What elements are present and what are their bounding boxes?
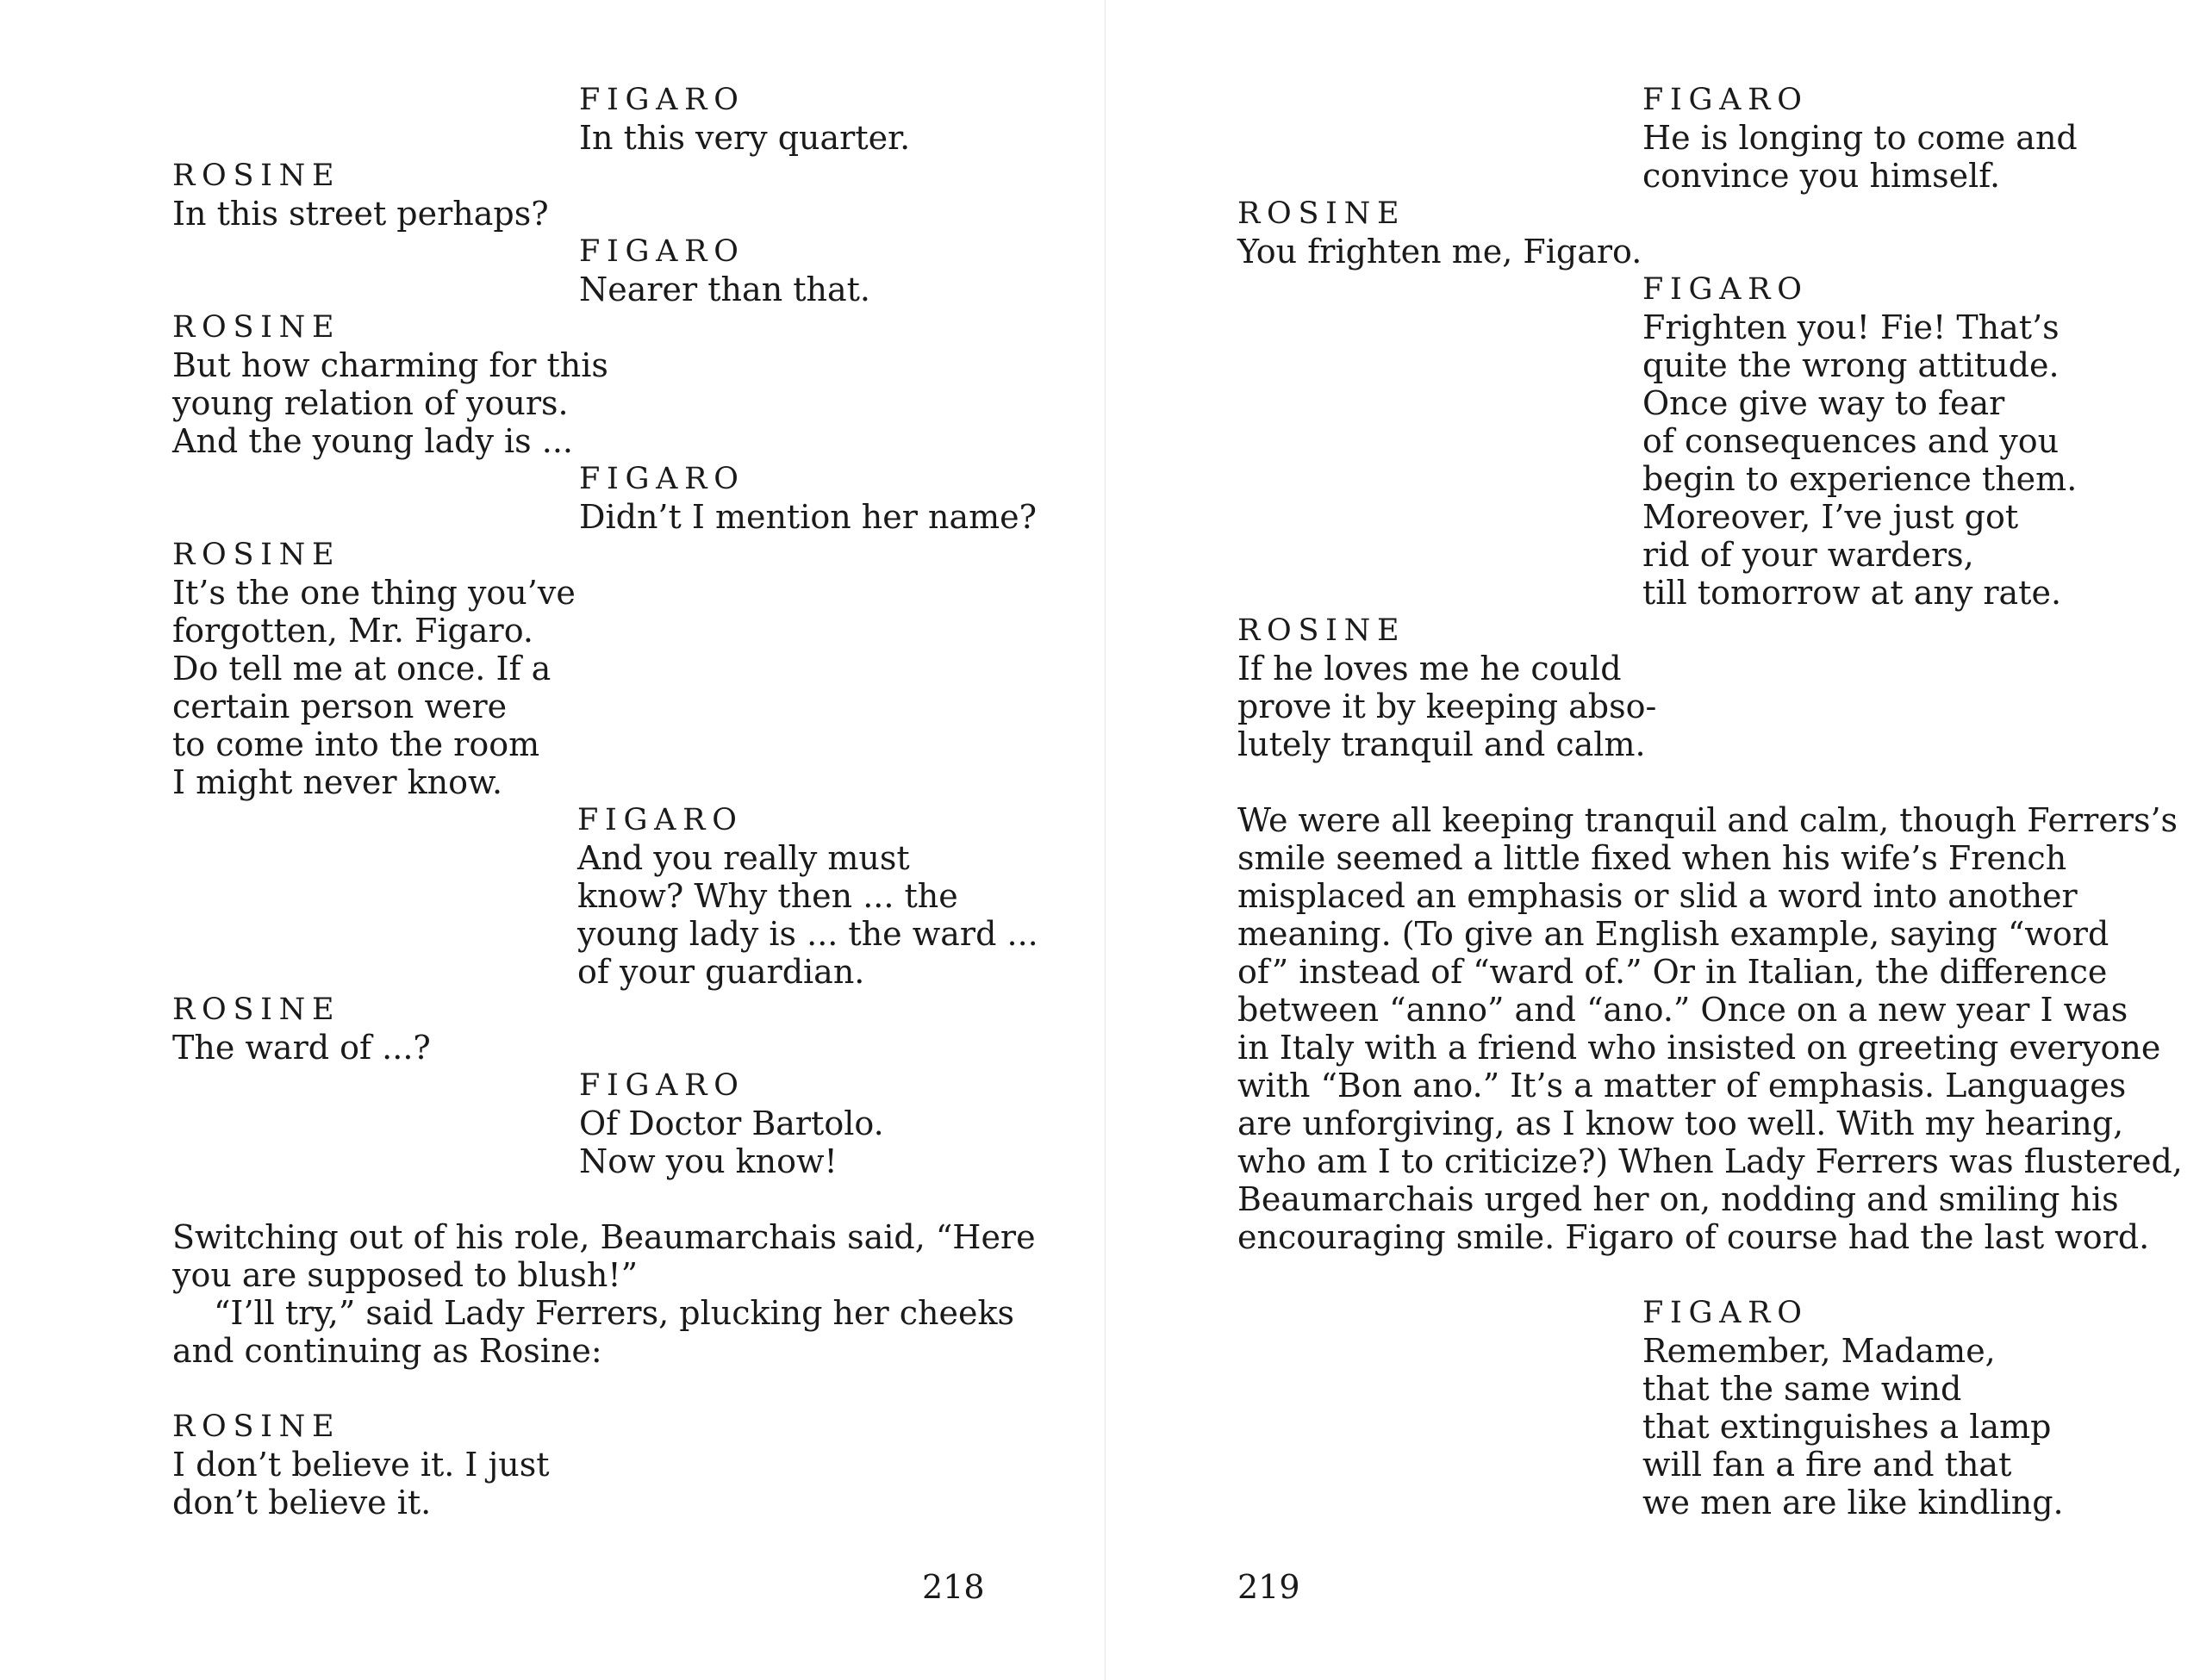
dialogue-figaro [579,460,1037,536]
speaker-name: FIGARO [579,83,745,117]
dialogue-line: to come into the room [172,725,540,763]
speaker-name: ROSINE [172,310,341,345]
dialogue-rosine [172,536,576,801]
dialogue-rosine [172,991,431,1067]
dialogue-line: Moreover, I’ve just got [1642,498,2019,536]
narration-line: We were all keeping tranquil and calm, though Ferrers’s [1237,801,2178,839]
speaker-name: ROSINE [172,1409,341,1444]
dialogue-line: The ward of ...? [172,1029,431,1067]
dialogue-rosine [172,157,549,233]
dialogue-line: Once give way to fear [1642,384,2005,422]
dialogue-line: Didn’t I mention her name? [579,498,1038,536]
narration-line: who am I to criticize?) When Lady Ferrers was flustered, [1237,1142,2183,1180]
dialogue-figaro [1642,1294,2064,1521]
dialogue-line: will fan a fire and that [1642,1446,2012,1484]
speaker-name: ROSINE [172,538,341,572]
speaker-name: FIGARO [579,234,745,269]
speaker-name: FIGARO [1642,83,1809,117]
speaker-name: FIGARO [1642,1296,1809,1330]
page-number: 218 [922,1568,985,1606]
narration-line: misplaced an emphasis or slid a word into another [1237,877,2078,915]
dialogue-line: It’s the one thing you’ve [172,574,576,612]
narration-line: between “anno” and “ano.” Once on a new year I was [1237,991,2128,1029]
narration-line: in Italy with a friend who insisted on greeting everyone [1237,1029,2161,1067]
right-page [1106,0,2206,1680]
dialogue-line: rid of your warders, [1642,536,1974,574]
dialogue-rosine [172,1408,550,1521]
narration-line: Beaumarchais urged her on, nodding and smiling his [1237,1180,2119,1218]
narration-line: and continuing as Rosine: [172,1332,602,1370]
dialogue-rosine [1237,612,1656,763]
speaker-name: ROSINE [172,159,341,193]
dialogue-line: lutely tranquil and calm. [1237,725,1646,763]
dialogue-line: In this street perhaps? [172,195,549,233]
narration-line: encouraging smile. Figaro of course had the last word. [1237,1218,2150,1256]
dialogue-line: You frighten me, Figaro. [1237,233,1642,271]
narration-line: “I’ll try,” said Lady Ferrers, plucking her cheeks [214,1294,1014,1332]
dialogue-line: I might never know. [172,763,503,801]
dialogue-line: quite the wrong attitude. [1642,346,2060,384]
page-number: 219 [1237,1568,1300,1606]
dialogue-line: Do tell me at once. If a [172,650,552,688]
dialogue-line: If he loves me he could [1237,650,1622,688]
narration-paragraph [1237,801,2183,1256]
narration-line: Switching out of his role, Beaumarchais said, “Here [172,1218,1036,1256]
dialogue-line: forgotten, Mr. Figaro. [172,612,533,650]
dialogue-line: know? Why then ... the [577,877,958,915]
dialogue-figaro [579,233,870,308]
dialogue-line: we men are like kindling. [1642,1484,2064,1521]
dialogue-line: prove it by keeping abso- [1237,688,1657,725]
dialogue-figaro [577,801,1038,991]
dialogue-figaro [1642,271,2077,612]
dialogue-line: convince you himself. [1642,157,2001,195]
dialogue-line: I don’t believe it. I just [172,1446,550,1484]
dialogue-line: young relation of yours. [172,384,569,422]
dialogue-line: And you really must [577,839,910,877]
dialogue-line: of consequences and you [1642,422,2060,460]
dialogue-line: Frighten you! Fie! That’s [1642,308,2060,346]
dialogue-line: don’t believe it. [172,1484,432,1521]
dialogue-line: In this very quarter. [579,119,911,157]
dialogue-line: Of Doctor Bartolo. [579,1104,884,1142]
speaker-name: ROSINE [172,992,341,1027]
dialogue-line: begin to experience them. [1642,460,2078,498]
dialogue-line: But how charming for this [172,346,608,384]
speaker-name: FIGARO [1642,272,1809,307]
dialogue-rosine [1237,195,1642,271]
speaker-name: FIGARO [577,803,744,837]
narration-line: with “Bon ano.” It’s a matter of emphasis. Languages [1237,1067,2127,1104]
narration-line: smile seemed a little fixed when his wife’s French [1237,839,2067,877]
dialogue-figaro [579,1067,884,1180]
speaker-name: FIGARO [579,462,745,496]
dialogue-figaro [1642,81,2078,195]
narration-paragraph [172,1218,1036,1370]
narration-line: you are supposed to blush!” [172,1256,639,1294]
narration-line: meaning. (To give an English example, saying “word [1237,915,2109,953]
dialogue-line: Now you know! [579,1142,838,1180]
dialogue-line: And the young lady is ... [172,422,573,460]
dialogue-line: certain person were [172,688,508,725]
dialogue-figaro [579,81,910,157]
dialogue-line: till tomorrow at any rate. [1642,574,2062,612]
speaker-name: ROSINE [1237,613,1406,648]
dialogue-line: Nearer than that. [579,271,870,308]
dialogue-line: young lady is ... the ward ... [577,915,1038,953]
dialogue-line: of your guardian. [577,953,865,991]
speaker-name: FIGARO [579,1068,745,1103]
narration-line: are unforgiving, as I know too well. With my hearing, [1237,1104,2124,1142]
dialogue-rosine [172,308,608,460]
dialogue-line: that extinguishes a lamp [1642,1408,2052,1446]
speaker-name: ROSINE [1237,196,1406,231]
narration-line: of” instead of “ward of.” Or in Italian, the difference [1237,953,2108,991]
dialogue-line: Remember, Madame, [1642,1332,1996,1370]
dialogue-line: He is longing to come and [1642,119,2078,157]
dialogue-line: that the same wind [1642,1370,1962,1408]
